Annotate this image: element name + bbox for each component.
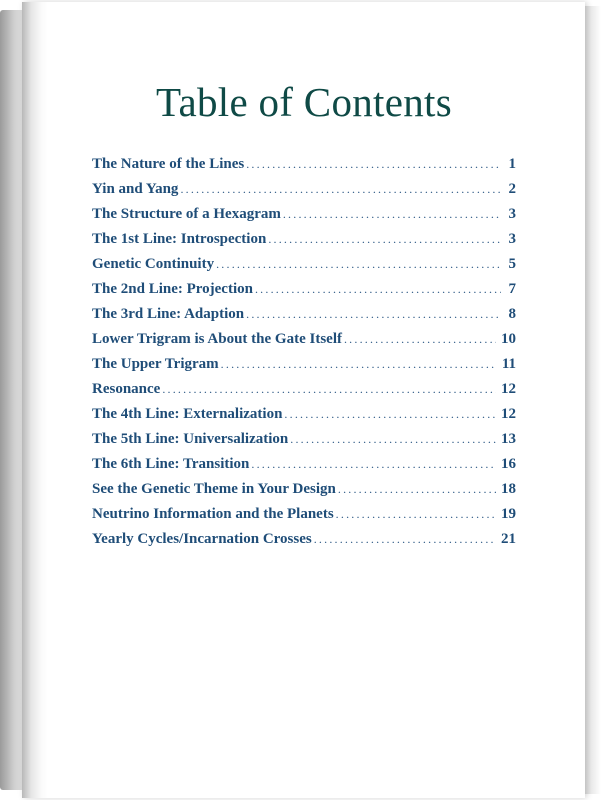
toc-entry[interactable] xyxy=(92,177,516,202)
toc-entry-label: Neutrino Information and the Planets xyxy=(92,506,334,522)
toc-entry-label: Yin and Yang xyxy=(92,181,179,197)
dot-leader xyxy=(290,427,496,452)
toc-entry[interactable] xyxy=(92,327,516,352)
toc-entry-page-number: 13 xyxy=(501,431,516,447)
toc-entry-page-number: 7 xyxy=(508,281,516,297)
toc-entry-page-number: 21 xyxy=(501,531,516,547)
toc-entry[interactable] xyxy=(92,252,516,277)
toc-entry[interactable] xyxy=(92,202,516,227)
toc-entry[interactable] xyxy=(92,452,516,477)
dot-leader xyxy=(344,327,496,352)
toc-entry[interactable] xyxy=(92,277,516,302)
toc-entry-label: The 4th Line: Externalization xyxy=(92,406,283,422)
toc-entry-label: Genetic Continuity xyxy=(92,256,215,272)
toc-entry[interactable] xyxy=(92,402,516,427)
dot-leader xyxy=(221,352,497,377)
toc-entry-label: The 2nd Line: Projection xyxy=(92,281,253,297)
toc-entry-page-number: 8 xyxy=(508,306,516,322)
dot-leader xyxy=(251,452,496,477)
toc-list xyxy=(92,152,516,552)
toc-entry-page-number: 12 xyxy=(501,381,516,397)
toc-entry-label: The 1st Line: Introspection xyxy=(92,231,267,247)
toc-entry-label: The Structure of a Hexagram xyxy=(92,206,281,222)
toc-entry-label: The 6th Line: Transition xyxy=(92,456,250,472)
dot-leader xyxy=(338,477,496,502)
toc-entry[interactable] xyxy=(92,227,516,252)
toc-entry-page-number: 19 xyxy=(501,506,516,522)
toc-entry-page-number: 12 xyxy=(501,406,516,422)
toc-entry-page-number: 18 xyxy=(501,481,516,497)
toc-entry[interactable] xyxy=(92,377,516,402)
dot-leader xyxy=(283,202,501,227)
dot-leader xyxy=(162,377,496,402)
dot-leader xyxy=(268,227,501,252)
toc-entry[interactable] xyxy=(92,302,516,327)
toc-entry-page-number: 3 xyxy=(508,231,516,247)
toc-entry-page-number: 1 xyxy=(508,156,516,172)
toc-entry-page-number: 5 xyxy=(508,256,516,272)
page-title: Table of Contents xyxy=(155,79,452,125)
toc-entry-label: The 3rd Line: Adaption xyxy=(92,306,245,322)
toc-entry[interactable] xyxy=(92,352,516,377)
dot-leader xyxy=(216,252,501,277)
toc-entry[interactable] xyxy=(92,527,516,552)
toc-entry-page-number: 2 xyxy=(508,181,516,197)
toc-entry[interactable] xyxy=(92,477,516,502)
toc-content xyxy=(92,78,516,552)
toc-entry[interactable] xyxy=(92,427,516,452)
dot-leader xyxy=(284,402,496,427)
toc-entry-page-number: 16 xyxy=(501,456,516,472)
dot-leader xyxy=(336,502,496,527)
toc-entry-page-number: 3 xyxy=(508,206,516,222)
toc-entry-page-number: 11 xyxy=(501,356,516,372)
toc-entry-label: The Nature of the Lines xyxy=(92,156,245,172)
toc-entry-label: Resonance xyxy=(92,381,161,397)
dot-leader xyxy=(255,277,501,302)
page-spine-shadow xyxy=(22,2,48,798)
toc-entry[interactable] xyxy=(92,502,516,527)
dot-leader xyxy=(314,527,496,552)
page-edge xyxy=(585,6,601,794)
toc-entry-page-number: 10 xyxy=(501,331,516,347)
dot-leader xyxy=(180,177,501,202)
dot-leader xyxy=(246,302,501,327)
toc-entry[interactable] xyxy=(92,152,516,177)
toc-entry-label: Lower Trigram is About the Gate Itself xyxy=(92,331,342,347)
dot-leader xyxy=(246,152,501,177)
toc-entry-label: The Upper Trigram xyxy=(92,356,219,372)
toc-entry-label: Yearly Cycles/Incarnation Crosses xyxy=(92,531,312,547)
toc-entry-label: The 5th Line: Universalization xyxy=(92,431,289,447)
toc-entry-label: See the Genetic Theme in Your Design xyxy=(92,481,336,497)
